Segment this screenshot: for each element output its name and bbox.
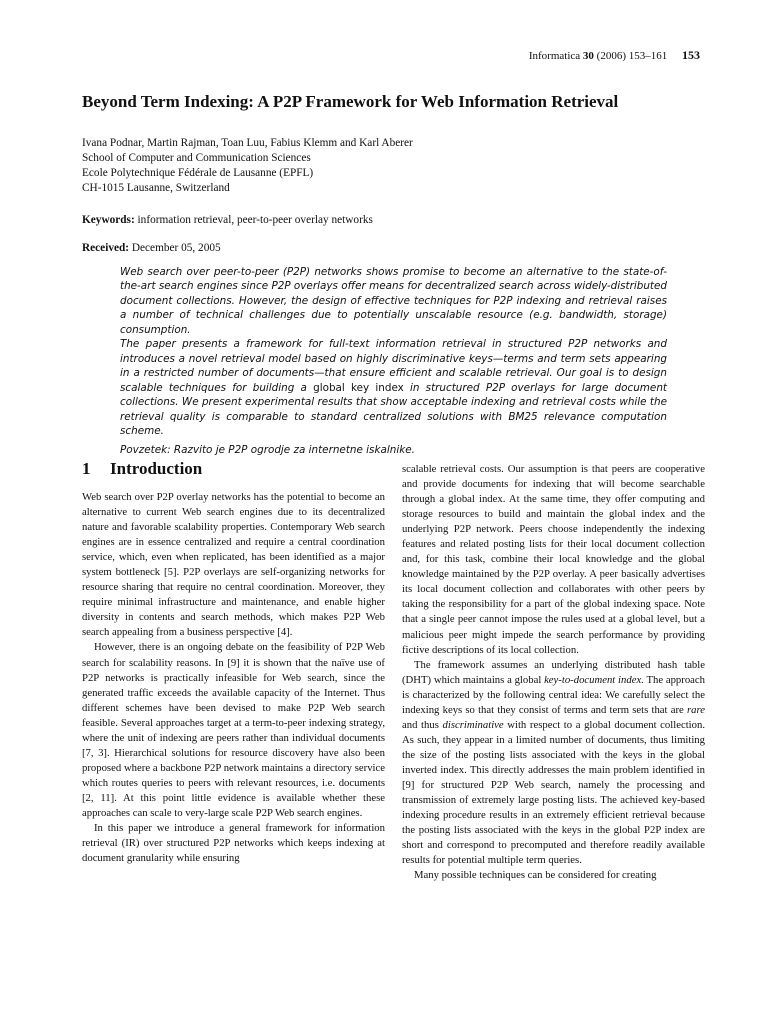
- journal-name: Informatica: [528, 50, 581, 62]
- received-value: December 05, 2005: [131, 242, 221, 254]
- abstract-text: in structured P2P overlays for large document collections. We present experimental results that show acceptable indexing and retrieval costs while the retrieval quality is comparable to standard centralized solutions with BM25 relevance computation scheme.: [120, 381, 667, 437]
- received-line: [82, 241, 221, 256]
- page-number: 153: [682, 48, 700, 62]
- emphasis-text: discriminative: [442, 718, 504, 731]
- keywords-line: [82, 213, 373, 228]
- received-label: Received:: [82, 242, 130, 254]
- body-paragraph: Web search over P2P overlay networks has the potential to become an alternative to current Web search engines due to its decentralized nature and favorable scalability properties. Contemporary Web search engines are in essence centralized and require a central coordination service, which, even when replicated, has been identified as a major system bottleneck [5]. P2P overlays are self-organizing networks for resource sharing that require no central coordination. Moreover, they require minimal infrastructure and maintenance, and enable higher diversity in contents and search methods, which makes P2P Web search appealing from a business perspective [4].: [82, 491, 385, 639]
- body-paragraph: In this paper we introduce a general framework for information retrieval (IR) over structured P2P networks which keeps indexing at document granularity while ensuring: [82, 822, 385, 865]
- author-names: Ivana Podnar, Martin Rajman, Toan Luu, Fabius Klemm and Karl Aberer: [82, 137, 413, 149]
- body-paragraph: [402, 658, 705, 869]
- abstract-paragraph: Web search over peer-to-peer (P2P) networks shows promise to become an alternative to the state-of-the-art search engines since P2P overlays offer means for decentralized search across widely-distributed document collections. However, the design of effective techniques for P2P indexing and retrieval raises a number of technical challenges due to potentially unscalable resource (e.g. bandwidth, storage) consumption.: [120, 266, 667, 336]
- povzetek: Povzetek: Razvito je P2P ogrodje za internetne iskalnike.: [120, 444, 415, 457]
- body-paragraph: However, there is an ongoing debate on the feasibility of P2P Web search for scalability reasons. In [9] it is shown that the naïve use of P2P networks is practically infeasible for Web search, since the generated traffic exceeds the available capacity of the Internet. Thus different schemes have been devised to make P2P Web search feasible. Several approaches target at a term-to-peer indexing strategy, where the unit of indexing are peers rather than individual documents [7, 3]. Hierarchical solutions for resource discovery have also been proposed where a backbone P2P network maintains a directory service which routes queries to peers with relevant resources, i.e. documents [2, 11]. At this point little evidence is available whether these approaches can scale to very-large scale P2P Web search engines.: [82, 641, 385, 819]
- affiliation-line: Ecole Polytechnique Fédérale de Lausanne (EPFL): [82, 167, 314, 179]
- keywords-label: Keywords:: [82, 214, 135, 226]
- body-paragraph: scalable retrieval costs. Our assumption is that peers are cooperative and provide documents for indexing that will become searchable through a global index. At the same time, they offer computing and storage resources to build and maintain the global index and the underlying P2P network. Peers choose independently the indexing features and related posting lists for their local document collection and, for this task, combine their local knowledge and the global knowledge maintained by the P2P overlay. A peer basically advertises its local document collection and collaborates with other peers by taking the responsibility for a part of the global indexing space. Note that a single peer cannot impose the rules used at a global level, but a malicious peer might impede the search performance by providing fictive descriptions of its local collection.: [402, 463, 705, 656]
- body-text: and thus: [402, 718, 443, 731]
- journal-volume: 30: [582, 50, 594, 62]
- right-column: [402, 462, 705, 883]
- body-text: The framework assumes an underlying distributed hash table (DHT) which maintains a global: [402, 658, 705, 686]
- body-paragraph: Many possible techniques can be considered for creating: [414, 869, 657, 882]
- abstract-upright-text: global key index: [306, 381, 410, 394]
- section-heading: [82, 458, 202, 480]
- affiliation-line: CH-1015 Lausanne, Switzerland: [82, 182, 230, 194]
- paper-title: Beyond Term Indexing: A P2P Framework for Web Information Retrieval: [82, 92, 619, 111]
- abstract: [120, 265, 667, 458]
- section-number: 1: [82, 459, 91, 478]
- keywords-value: information retrieval, peer-to-peer overlay networks: [137, 214, 373, 226]
- author-block: [82, 136, 702, 196]
- section-title: Introduction: [110, 459, 203, 478]
- abstract-text: The paper presents a framework for full-text information retrieval in structured P2P networks and introduces a novel retrieval model based on highly discriminative keys—terms and term sets appearing in a restricted number of documents—that ensure efficient and scalable retrieval. Our goal is to design scalable techniques for building a: [120, 338, 667, 394]
- abstract-paragraph: [120, 337, 667, 438]
- body-text: The approach is characterized by the following central idea: We carefully select the indexing keys so that they consist of terms and term sets that are: [402, 673, 706, 716]
- body-text: with respect to a global document collection. As such, they appear in a limited number of documents, thus limiting the size of the posting lists associated with the keys in the global inverted index. This directly addresses the main problem identified in [9] for structured P2P Web search, namely the processing and transmission of extremely large posting lists. The achieved key-based indexing procedure results in an extremely efficient retrieval because the posting lists associated with the keys in the global P2P index are short and correspond to precomputed and therefore readily available results for potential multiple term queries.: [402, 718, 705, 867]
- emphasis-text: rare: [686, 703, 705, 716]
- journal-year-pages: (2006) 153–161: [596, 50, 668, 62]
- running-header: [529, 48, 700, 63]
- emphasis-text: key-to-document index.: [544, 673, 644, 686]
- left-column: [82, 490, 385, 866]
- affiliation-line: School of Computer and Communication Sciences: [82, 152, 311, 164]
